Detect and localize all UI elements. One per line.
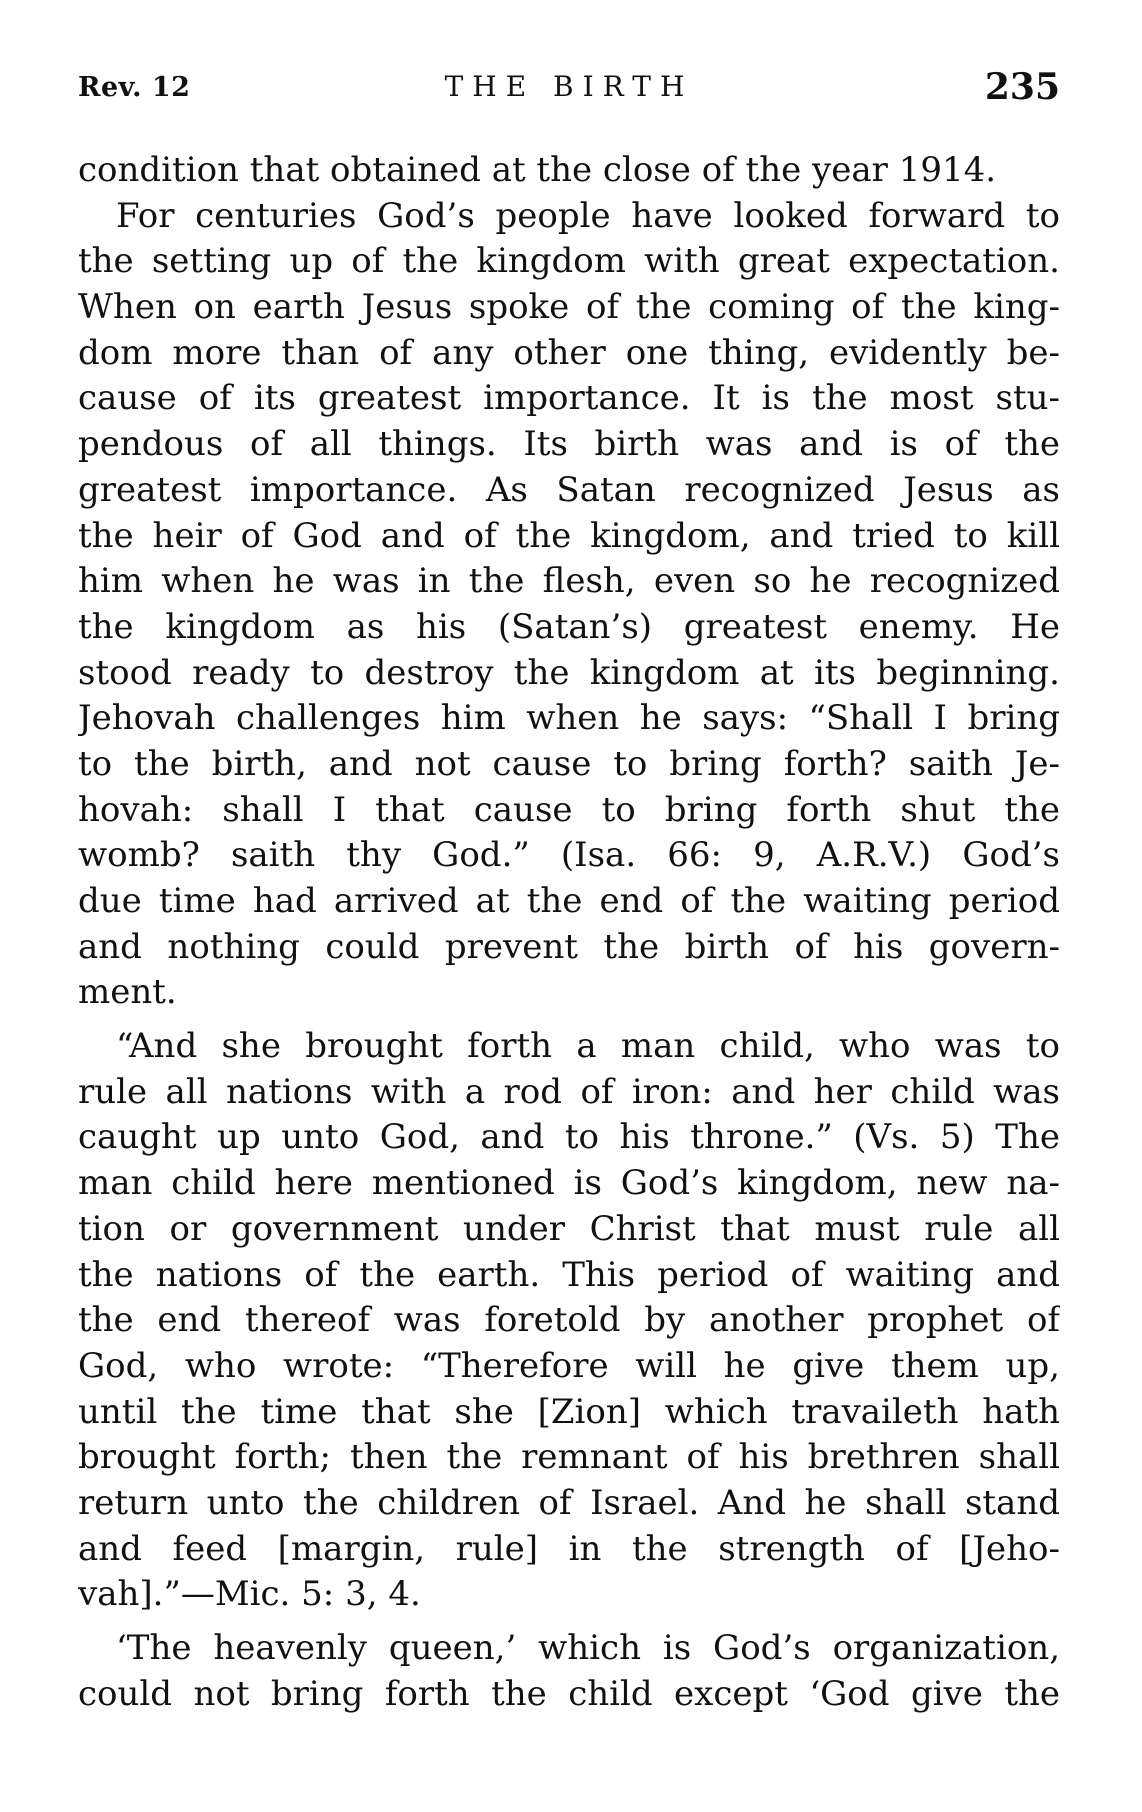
text-line: return unto the children of Israel. And he shall stand — [78, 1482, 1060, 1523]
text-line: the heir of God and of the kingdom, and tried to kill — [78, 515, 1060, 556]
text-line: God, who wrote: “Therefore will he give them up, — [78, 1345, 1060, 1386]
paragraph — [78, 1024, 1060, 1618]
paragraph — [78, 194, 1060, 1016]
text-line: Jehovah challenges him when he says: “Shall I bring — [78, 698, 1060, 739]
text-line: vah].”—Mic. 5: 3, 4. — [78, 1574, 421, 1615]
paragraph-continuation — [78, 148, 1060, 194]
text-line: him when he was in the flesh, even so he recognized — [78, 561, 1060, 602]
text-line: womb? saith thy God.” (Isa. 66: 9, A.R.V.) God’s — [78, 835, 1060, 876]
text-line: greatest importance. As Satan recognized Jesus as — [78, 469, 1060, 510]
text-line: due time had arrived at the end of the waiting period — [78, 881, 1060, 921]
text-line: “And she brought forth a man child, who was to — [116, 1026, 1060, 1067]
chapter-reference: Rev. 12 — [78, 72, 191, 103]
text-line: brought forth; then the remnant of his brethren shall — [78, 1437, 1060, 1478]
page-title: THE BIRTH — [444, 70, 694, 103]
text-line: and feed [margin, rule] in the strength of [Jeho- — [78, 1528, 1060, 1569]
text-line: ‘The heavenly queen,’ which is God’s organization, — [116, 1628, 1060, 1668]
text-line: condition that obtained at the close of the year 1914. — [78, 150, 997, 190]
text-line: until the time that she [Zion] which travaileth hath — [78, 1391, 1060, 1432]
text-line: cause of its greatest importance. It is the most stu- — [78, 378, 1060, 419]
page-number: 235 — [984, 66, 1060, 108]
text-line: the nations of the earth. This period of waiting and — [78, 1254, 1060, 1295]
text-line: to the birth, and not cause to bring forth? saith Je- — [78, 743, 1060, 784]
text-line: When on earth Jesus spoke of the coming of the king- — [78, 287, 1060, 328]
text-line: hovah: shall I that cause to bring forth shut the — [78, 789, 1060, 830]
body-text — [78, 148, 1060, 1717]
text-line: ment. — [78, 972, 177, 1013]
text-line: caught up unto God, and to his throne.” (Vs. 5) The — [78, 1117, 1060, 1158]
text-line: the setting up of the kingdom with great expectation. — [78, 241, 1060, 282]
running-head — [78, 62, 1060, 122]
text-line: For centuries God’s people have looked forward to — [116, 195, 1060, 236]
text-line: the end thereof was foretold by another prophet of — [78, 1300, 1060, 1341]
paragraph — [78, 1626, 1060, 1717]
text-line: and nothing could prevent the birth of his govern- — [78, 926, 1060, 967]
text-line: man child here mentioned is God’s kingdom, new na- — [78, 1163, 1060, 1204]
text-line: tion or government under Christ that must rule all — [78, 1208, 1060, 1249]
text-line: pendous of all things. Its birth was and is of the — [78, 424, 1060, 465]
text-line: rule all nations with a rod of iron: and her child was — [78, 1071, 1060, 1112]
text-line: dom more than of any other one thing, evidently be- — [78, 332, 1060, 373]
text-line: the kingdom as his (Satan’s) greatest enemy. He — [78, 606, 1060, 647]
text-line: stood ready to destroy the kingdom at its beginning. — [78, 652, 1060, 693]
text-line: could not bring forth the child except ‘God give the — [78, 1673, 1060, 1714]
